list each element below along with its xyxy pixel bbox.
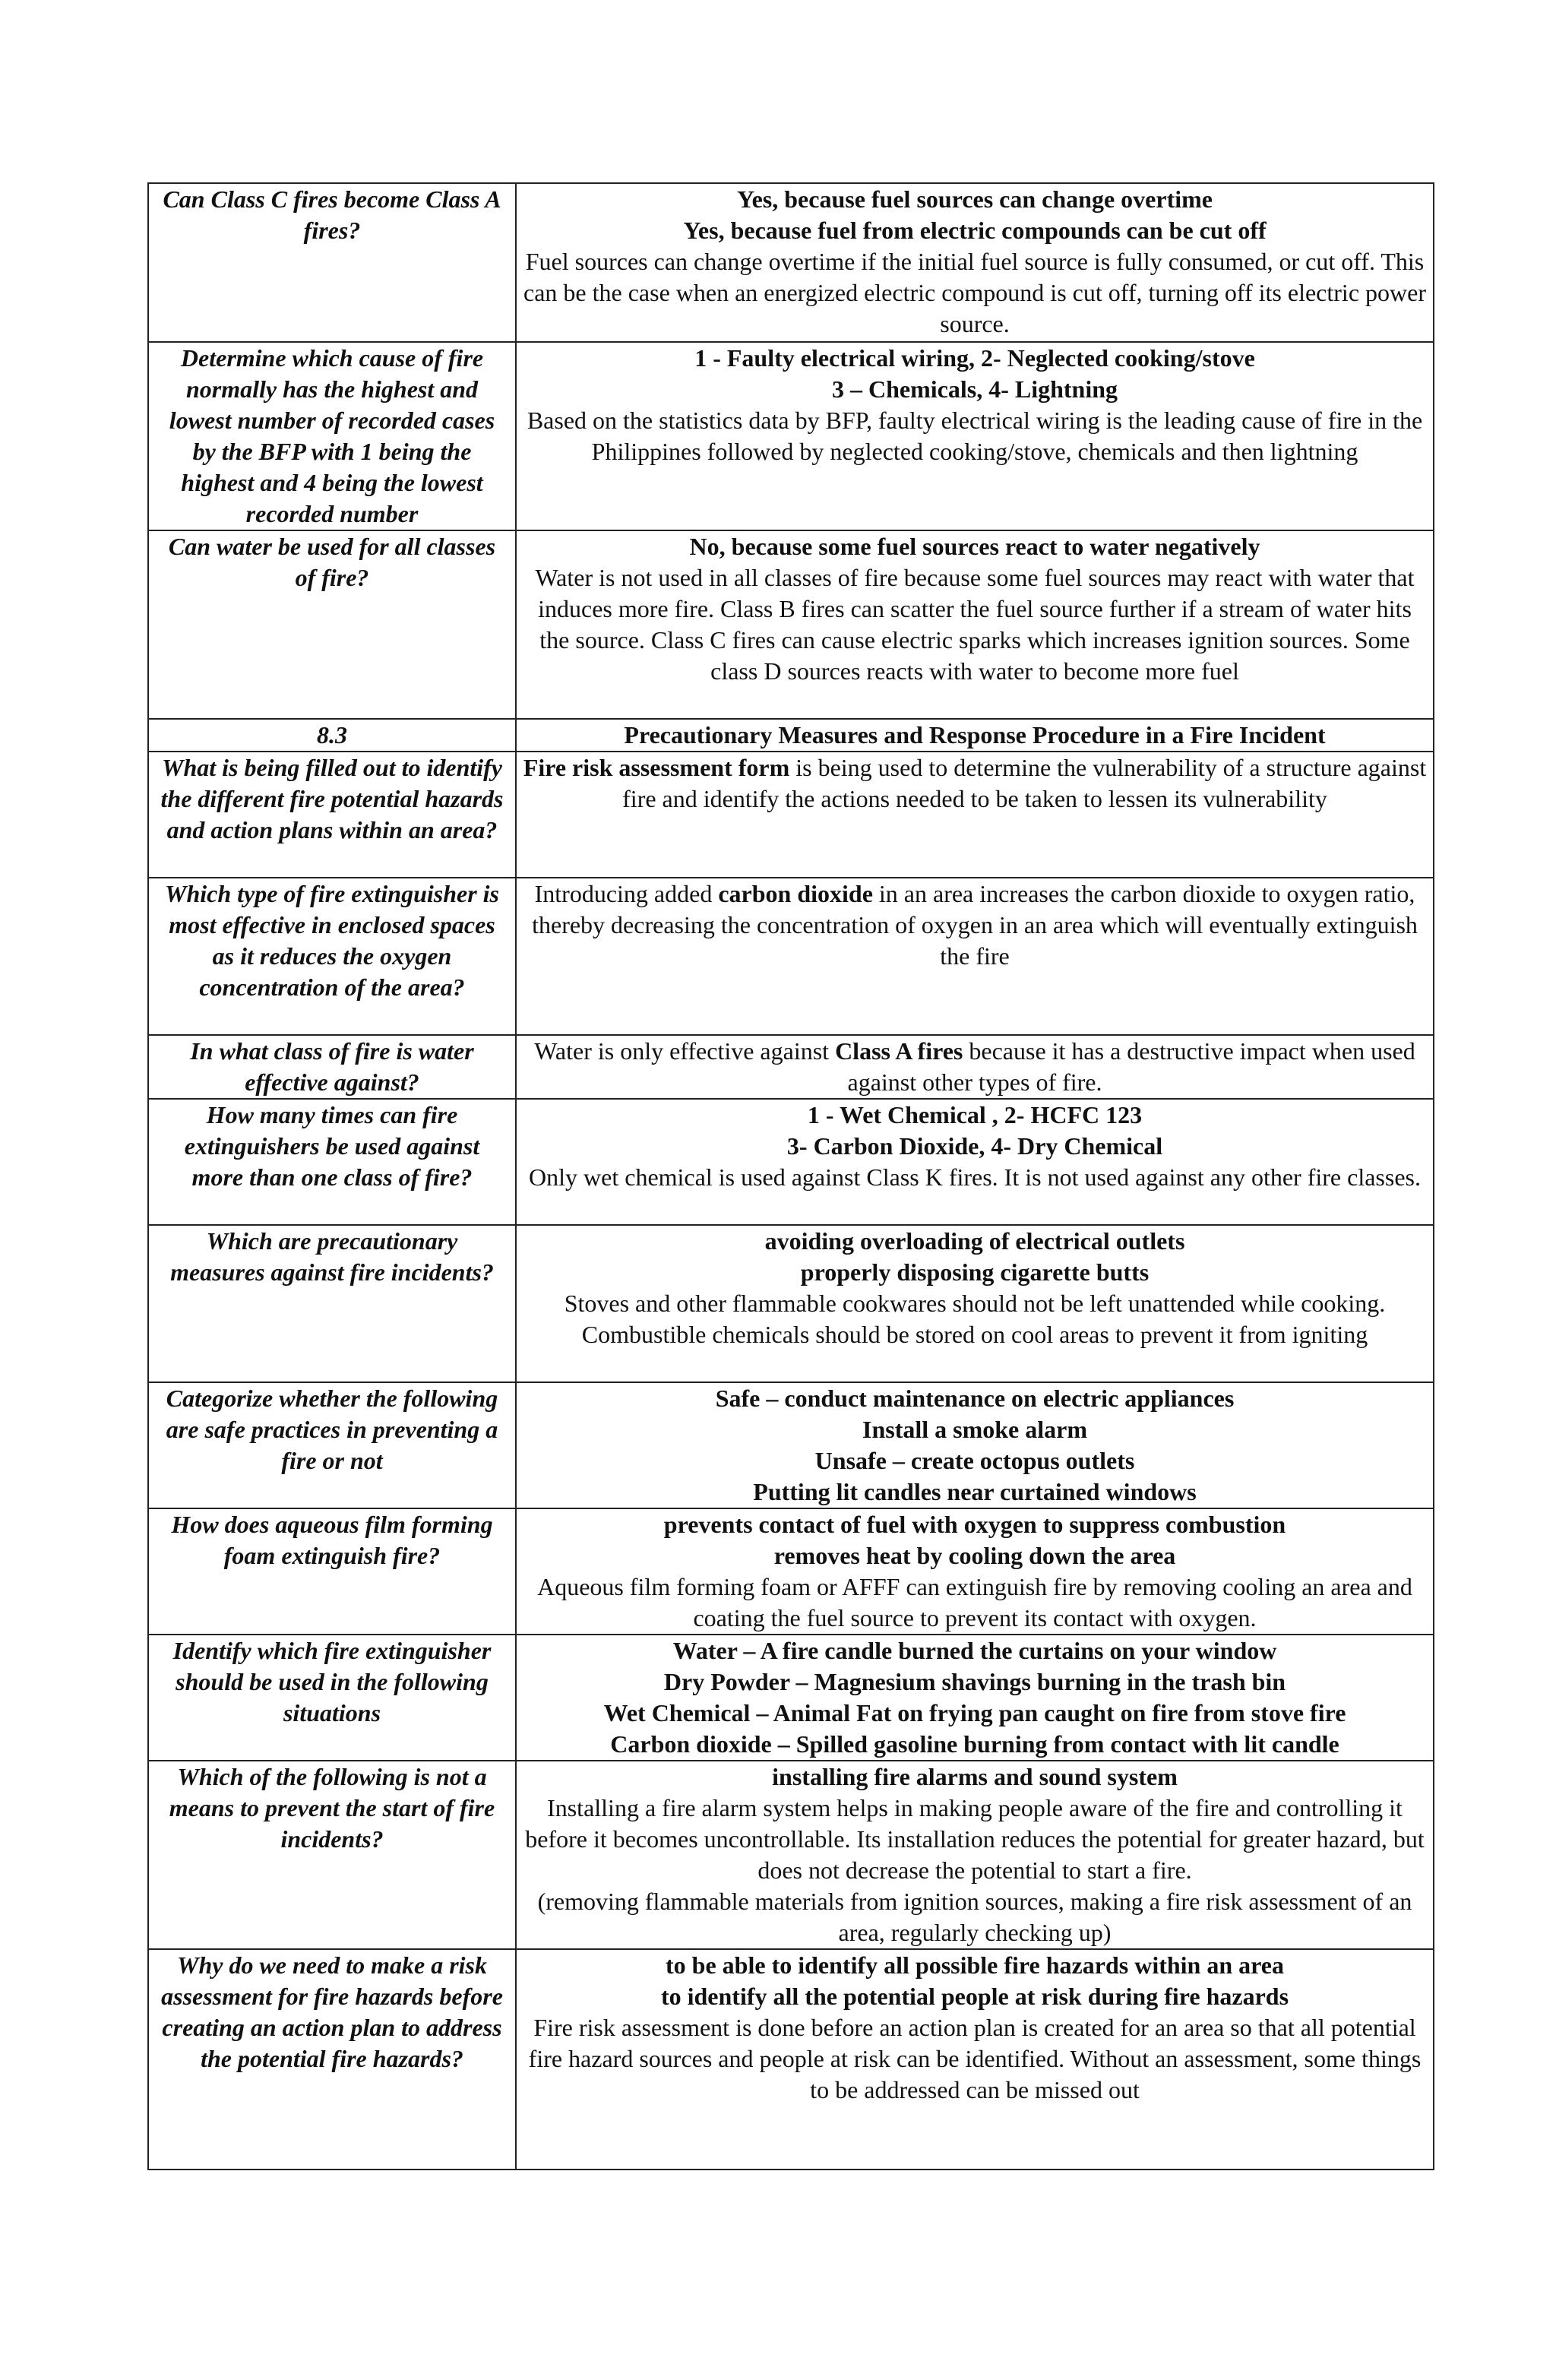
table-row <box>148 1099 1434 1225</box>
question-cell: Why do we need to make a risk assessment for fire hazards before creating an action plan to address the potential fire hazards? <box>148 1949 516 2170</box>
answer-key-line <box>523 374 1427 405</box>
text-segment: Water is not used in all classes of fire because some fuel sources may react with water that induces more fire. Class B fires can scatter the fuel source further if a stream of water hits the source. Class C fires can cause electric sparks which increases ignition sources. Some class D sources reacts with water to become more fuel <box>535 564 1415 685</box>
answer-explanation <box>523 1288 1427 1350</box>
answer-key-line <box>523 720 1427 751</box>
answer-key-line <box>523 531 1427 562</box>
question-cell: How many times can fire extinguishers be used against more than one class of fire? <box>148 1099 516 1225</box>
answer-cell <box>516 1949 1434 2170</box>
section-row <box>148 719 1434 752</box>
answer-key-line <box>523 1950 1427 1981</box>
text-segment: Dry Powder – Magnesium shavings burning in the trash bin <box>663 1668 1286 1695</box>
question-cell: Determine which cause of fire normally has the highest and lowest number of recorded cases by the BFP with 1 being the highest and 4 being the lowest recorded number <box>148 342 516 530</box>
table-row <box>148 878 1434 1035</box>
answer-key-line <box>523 1761 1427 1793</box>
question-cell: Which type of fire extinguisher is most effective in enclosed spaces as it reduces the oxygen concentration of the area? <box>148 878 516 1035</box>
answer-key-line <box>523 1445 1427 1476</box>
question-cell: Can Class C fires become Class A fires? <box>148 183 516 342</box>
text-segment: because it has a destructive impact when used against other types of fire. <box>847 1037 1415 1096</box>
answer-explanation <box>523 562 1427 687</box>
answer-cell <box>516 1382 1434 1508</box>
answer-key-line <box>523 184 1427 215</box>
text-segment: Yes, because fuel from electric compounds can be cut off <box>683 217 1267 244</box>
answer-cell <box>516 342 1434 530</box>
text-segment: 3- Carbon Dioxide, 4- Dry Chemical <box>786 1132 1163 1160</box>
question-cell: Identify which fire extinguisher should be used in the following situations <box>148 1635 516 1761</box>
question-cell: Categorize whether the following are safe practices in preventing a fire or not <box>148 1382 516 1508</box>
table-row <box>148 530 1434 719</box>
answer-cell <box>516 183 1434 342</box>
answer-cell <box>516 752 1434 878</box>
text-segment: Putting lit candles near curtained windows <box>753 1478 1197 1505</box>
text-segment: Based on the statistics data by BFP, faulty electrical wiring is the leading cause of fire in the Philippines followed by neglected cooking/stove, chemicals and then lightning <box>527 407 1423 465</box>
question-cell: How does aqueous film forming foam extinguish fire? <box>148 1508 516 1635</box>
table-row <box>148 1761 1434 1949</box>
text-segment: Installing a fire alarm system helps in making people aware of the fire and controlling it before it becomes uncontrollable. Its installation reduces the potential for greater hazard, but does not decrease the potential to start a fire. <box>525 1794 1425 1884</box>
answer-explanation <box>523 1886 1427 1948</box>
text-segment: avoiding overloading of electrical outlets <box>764 1227 1185 1255</box>
answer-key-line <box>523 1981 1427 2012</box>
text-segment: Carbon dioxide – Spilled gasoline burning from contact with lit candle <box>610 1730 1339 1758</box>
text-segment: installing fire alarms and sound system <box>772 1763 1178 1790</box>
answer-cell <box>516 1635 1434 1761</box>
text-segment: Stoves and other flammable cookwares should not be left unattended while cooking. Combustible chemicals should be stored on cool areas to prevent it from igniting <box>564 1290 1386 1348</box>
text-segment: 1 - Faulty electrical wiring, 2- Neglected cooking/stove <box>694 344 1255 372</box>
table-row <box>148 1635 1434 1761</box>
text-segment: No, because some fuel sources react to water negatively <box>689 533 1260 560</box>
answer-key-line <box>523 1635 1427 1666</box>
answer-key-line <box>523 1698 1427 1729</box>
text-segment: 3 – Chemicals, 4- Lightning <box>831 375 1118 403</box>
emphasis-text: Fire risk assessment form <box>523 754 790 781</box>
answer-explanation <box>523 752 1427 815</box>
answer-explanation <box>523 878 1427 972</box>
table-row <box>148 1225 1434 1382</box>
text-segment: Introducing added <box>534 880 719 907</box>
table-row <box>148 1035 1434 1099</box>
table-row <box>148 752 1434 878</box>
text-segment: removes heat by cooling down the area <box>773 1542 1176 1569</box>
answer-explanation <box>523 405 1427 467</box>
answer-explanation <box>523 246 1427 340</box>
answer-key-line <box>523 1131 1427 1162</box>
text-segment: is being used to determine the vulnerability of a structure against fire and identify the actions needed to be taken to lessen its vulnerability <box>622 754 1427 812</box>
text-segment: to identify all the potential people at risk during fire hazards <box>660 1983 1289 2010</box>
text-segment: in an area increases the carbon dioxide to oxygen ratio, thereby decreasing the concentration of oxygen in an area which will eventually extinguish the fire <box>532 880 1418 970</box>
text-segment: Fuel sources can change overtime if the initial fuel source is fully consumed, or cut off. This can be the case when an energized electric compound is cut off, turning off its electric power source. <box>523 248 1426 337</box>
table-row <box>148 1382 1434 1508</box>
question-cell: Which of the following is not a means to prevent the start of fire incidents? <box>148 1761 516 1949</box>
answer-key-line <box>523 1476 1427 1508</box>
text-segment: Aqueous film forming foam or AFFF can extinguish fire by removing cooling an area and coating the fuel source to prevent its contact with oxygen. <box>537 1573 1412 1632</box>
text-segment: Yes, because fuel sources can change overtime <box>737 185 1213 213</box>
emphasis-text: Class A fires <box>835 1037 963 1065</box>
text-segment: Safe – conduct maintenance on electric appliances <box>715 1385 1235 1412</box>
answer-key-line <box>523 1257 1427 1288</box>
answer-cell <box>516 1099 1434 1225</box>
answer-key-line <box>523 215 1427 246</box>
text-segment: Fire risk assessment is done before an action plan is created for an area so that all potential fire hazard sources and people at risk can be identified. Without an assessment, some things to be addressed can be missed out <box>528 2014 1422 2103</box>
answer-key-line <box>523 1540 1427 1571</box>
answer-cell <box>516 1508 1434 1635</box>
table-row <box>148 342 1434 530</box>
text-segment: Wet Chemical – Animal Fat on frying pan caught on fire from stove fire <box>603 1699 1346 1726</box>
qa-table <box>147 182 1434 2170</box>
answer-explanation <box>523 2012 1427 2106</box>
question-cell: Can water be used for all classes of fire? <box>148 530 516 719</box>
text-segment: (removing flammable materials from ignition sources, making a fire risk assessment of an area, regularly checking up) <box>537 1888 1412 1946</box>
text-segment: 1 - Wet Chemical , 2- HCFC 123 <box>807 1101 1143 1128</box>
text-segment: prevents contact of fuel with oxygen to suppress combustion <box>663 1511 1286 1538</box>
answer-cell <box>516 1761 1434 1949</box>
section-title <box>516 719 1434 752</box>
answer-key-line <box>523 1729 1427 1760</box>
question-cell: Which are precautionary measures against fire incidents? <box>148 1225 516 1382</box>
text-segment: Only wet chemical is used against Class K fires. It is not used against any other fire classes. <box>529 1163 1421 1191</box>
table-row <box>148 1949 1434 2170</box>
answer-cell <box>516 878 1434 1035</box>
answer-explanation <box>523 1036 1427 1098</box>
answer-explanation <box>523 1793 1427 1886</box>
answer-key-line <box>523 1383 1427 1414</box>
answer-key-line <box>523 1100 1427 1131</box>
answer-explanation <box>523 1162 1427 1193</box>
section-number: 8.3 <box>148 719 516 752</box>
text-segment: Install a smoke alarm <box>862 1416 1087 1443</box>
question-cell: In what class of fire is water effective against? <box>148 1035 516 1099</box>
answer-key-line <box>523 343 1427 374</box>
answer-key-line <box>523 1509 1427 1540</box>
answer-explanation <box>523 1571 1427 1634</box>
text-segment: Precautionary Measures and Response Procedure in a Fire Incident <box>624 721 1326 748</box>
table-row <box>148 1508 1434 1635</box>
answer-key-line <box>523 1226 1427 1257</box>
text-segment: to be able to identify all possible fire hazards within an area <box>666 1951 1284 1979</box>
text-segment: Unsafe – create octopus outlets <box>814 1447 1135 1474</box>
answer-cell <box>516 1035 1434 1099</box>
text-segment: properly disposing cigarette butts <box>800 1258 1150 1286</box>
table-row <box>148 183 1434 342</box>
text-segment: Water is only effective against <box>534 1037 836 1065</box>
answer-key-line <box>523 1414 1427 1445</box>
answer-cell <box>516 1225 1434 1382</box>
answer-cell <box>516 530 1434 719</box>
question-cell: What is being filled out to identify the different fire potential hazards and action plans within an area? <box>148 752 516 878</box>
text-segment: Water – A fire candle burned the curtains on your window <box>672 1637 1277 1664</box>
emphasis-text: carbon dioxide <box>718 880 873 907</box>
answer-key-line <box>523 1666 1427 1698</box>
qa-table-body <box>148 183 1434 2170</box>
